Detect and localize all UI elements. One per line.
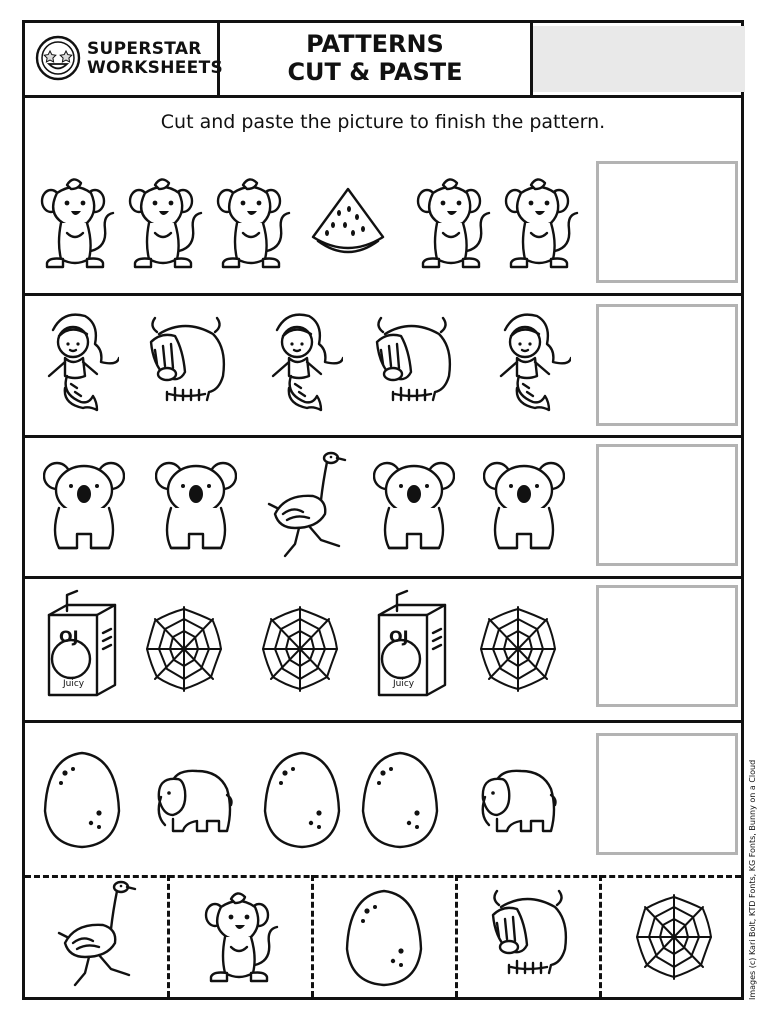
cut-line (311, 875, 314, 997)
answer-box-3[interactable] (596, 444, 738, 566)
koala-icon (373, 448, 455, 566)
brand-line-2: WORKSHEETS (87, 58, 224, 78)
mouse-icon (125, 163, 207, 281)
brand-logo (25, 23, 224, 95)
name-field[interactable] (533, 26, 745, 92)
juice-label-oj: OJ (389, 627, 409, 646)
title-line-2: CUT & PASTE (287, 58, 463, 86)
cutout-spider-web[interactable] (619, 877, 729, 995)
page-title (220, 23, 533, 95)
koala-icon (155, 448, 237, 566)
cutout-egg[interactable] (329, 877, 439, 995)
pattern-row-1 (25, 153, 741, 289)
spider-web-icon (259, 589, 341, 707)
cutout-mouse[interactable] (187, 877, 297, 995)
egg-icon (359, 739, 441, 857)
juice-box-icon (41, 589, 123, 707)
brand-line-1: SUPERSTAR (87, 39, 202, 59)
mermaid-icon (37, 304, 119, 422)
mouse-icon (413, 163, 495, 281)
egg-icon (261, 739, 343, 857)
cut-out-strip (25, 875, 741, 997)
answer-box-1[interactable] (596, 161, 738, 283)
elephant-icon (153, 739, 235, 857)
header (25, 23, 741, 98)
elephant-icon (477, 739, 559, 857)
pattern-row-4 (25, 579, 741, 717)
ostrich-icon (265, 448, 347, 566)
mouse-icon (213, 163, 295, 281)
mouse-icon (37, 163, 119, 281)
koala-icon (483, 448, 565, 566)
koala-icon (43, 448, 125, 566)
title-line-1: PATTERNS (306, 30, 444, 58)
cut-line (455, 875, 458, 997)
juice-label-juicy: Juicy (63, 679, 85, 689)
mermaid-icon (261, 304, 343, 422)
cutout-yak[interactable] (473, 877, 583, 995)
image-credits: Images (c) Kari Bolt, KTD Fonts, KG Fonts, Bunny on a Cloud (748, 759, 757, 1000)
pattern-row-3 (25, 438, 741, 576)
yak-icon (145, 304, 227, 422)
yak-icon (371, 304, 453, 422)
cutout-ostrich[interactable] (41, 877, 151, 995)
instructions: Cut and paste the picture to finish the pattern. (160, 111, 606, 133)
cut-line (167, 875, 170, 997)
watermelon-icon (307, 163, 389, 281)
cut-line (599, 875, 602, 997)
juice-label-oj: OJ (59, 627, 79, 646)
superstar-smiley-icon (35, 35, 81, 81)
pattern-row-5 (25, 723, 741, 873)
mouse-icon (501, 163, 583, 281)
egg-icon (41, 739, 123, 857)
juice-box-icon (371, 589, 453, 707)
answer-box-5[interactable] (596, 733, 738, 855)
pattern-row-2 (25, 296, 741, 434)
spider-web-icon (143, 589, 225, 707)
mermaid-icon (489, 304, 571, 422)
answer-box-4[interactable] (596, 585, 738, 707)
answer-box-2[interactable] (596, 304, 738, 426)
worksheet (22, 20, 744, 1000)
juice-label-juicy: Juicy (393, 679, 415, 689)
spider-web-icon (477, 589, 559, 707)
